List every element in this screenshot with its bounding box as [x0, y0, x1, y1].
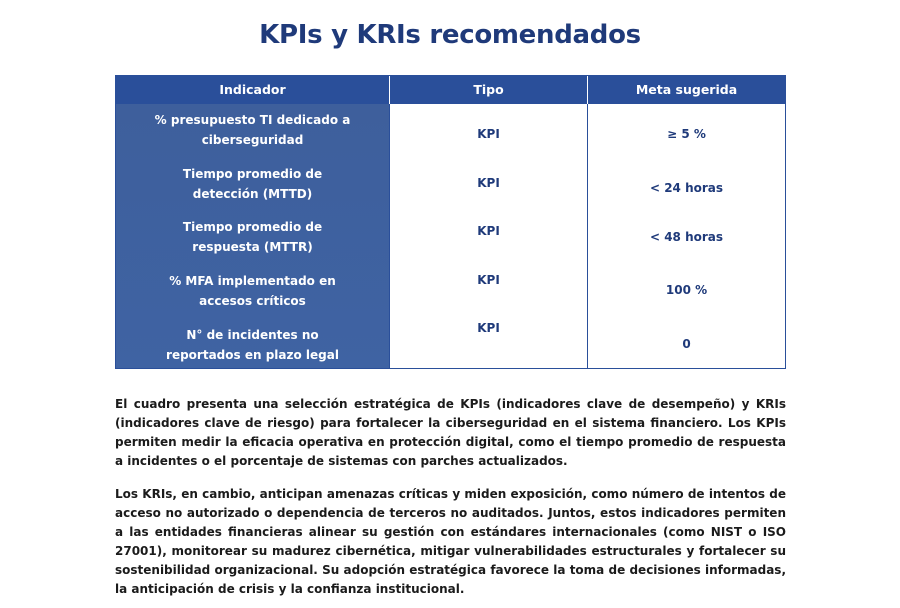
table-row-tipo: KPI — [477, 321, 500, 335]
table-row-tipo: KPI — [477, 127, 500, 141]
table-row-indicador — [116, 325, 389, 365]
table-row-meta: 100 % — [665, 283, 708, 297]
indicador-line: respuesta (MTTR) — [192, 240, 313, 254]
table-row-tipo: KPI — [477, 273, 500, 287]
indicador-line: Tiempo promedio de — [182, 167, 323, 181]
header-tipo: Tipo — [473, 82, 504, 97]
table-row-meta: 0 — [682, 337, 691, 351]
indicador-line: ciberseguridad — [201, 133, 304, 147]
indicador-line: accesos críticos — [199, 294, 306, 308]
paragraph-intro: El cuadro presenta una selección estratégica de KPIs (indicadores clave de desempeño) y KRIs (indicadores clave de riesgo) para fortalecer la ciberseguridad en el sistema financiero. Los KPIs permiten medir la eficacia operativa en protección digital, como el tiempo promedio de respuesta a incidentes o el porcentaje de sistemas con parches actualizados. — [115, 397, 786, 468]
indicador-line: detección (MTTD) — [192, 187, 313, 201]
table-row-tipo: KPI — [477, 176, 500, 190]
table-row-indicador — [116, 110, 389, 150]
header-meta: Meta sugerida — [635, 82, 738, 97]
indicador-line: Tiempo promedio de — [182, 220, 323, 234]
indicador-line: % presupuesto TI dedicado a — [154, 113, 351, 127]
table-row-indicador — [116, 164, 389, 204]
table-row-indicador — [116, 217, 389, 257]
indicador-line: reportados en plazo legal — [166, 348, 339, 362]
table-row-indicador — [116, 271, 389, 311]
page-title: KPIs y KRIs recomendados — [259, 20, 641, 50]
table-row-meta: < 24 horas — [649, 181, 724, 195]
indicador-line: N° de incidentes no — [186, 328, 319, 342]
table-row-meta: < 48 horas — [649, 230, 724, 244]
table-row-meta: ≥ 5 % — [667, 127, 706, 141]
indicador-line: % MFA implementado en — [169, 274, 336, 288]
paragraph-kris: Los KRIs, en cambio, anticipan amenazas críticas y miden exposición, como número de intentos de acceso no autorizado o dependencia de terceros no auditados. Juntos, estos indicadores permiten a las entidades financieras alinear su gestión con estándares internacionales (como NIST o ISO 27001), monitorear su madurez cibernética, mitigar vulnerabilidades estructurales y fortalecer su sostenibilidad organizacional. Su adopción estratégica favorece la toma de decisiones informadas, la anticipación de crisis y la confianza institucional. — [115, 487, 786, 596]
header-indicador: Indicador — [219, 82, 286, 97]
table-row-tipo: KPI — [477, 224, 500, 238]
table-header-row — [116, 76, 785, 104]
kpi-kri-table — [115, 75, 786, 369]
